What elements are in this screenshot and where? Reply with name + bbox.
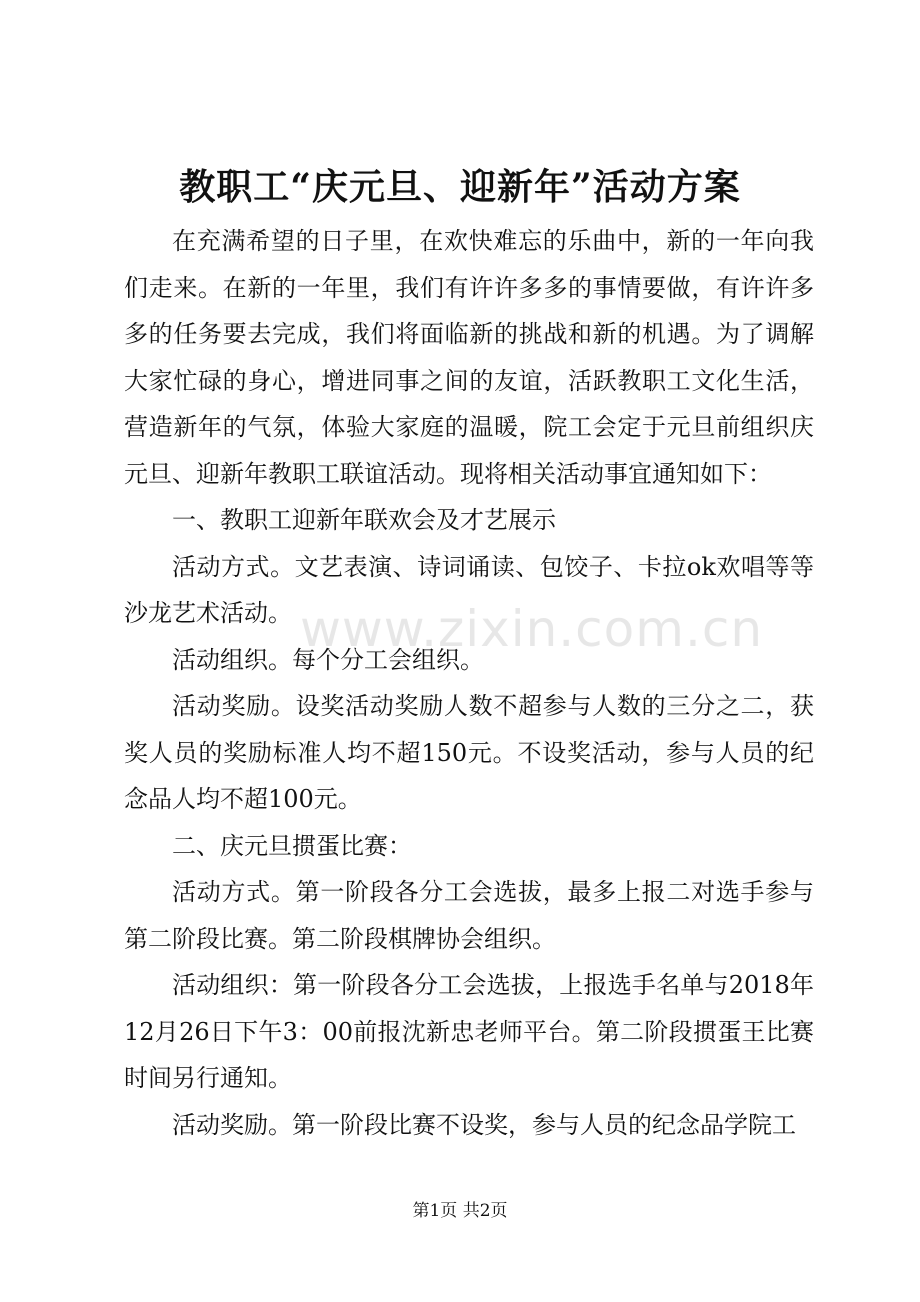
paragraph-organize-2: 活动组织：第一阶段各分工会选拔，上报选手名单与2018年12月26日下午3：00前报沈新忠老师平台。第二阶段掼蛋王比赛时间另行通知。 — [124, 971, 814, 1092]
paragraph-organize-1: 活动组织。每个分工会组织。 — [172, 645, 484, 674]
paragraph-reward-1: 活动奖励。设奖活动奖励人数不超参与人数的三分之二，获奖人员的奖励标准人均不超150元。不设奖活动，参与人员的纪念品人均不超100元。 — [124, 692, 814, 813]
page-footer: 第1页 共2页 — [412, 1201, 508, 1221]
section-heading-1: 一、教职工迎新年联欢会及才艺展示 — [172, 506, 556, 534]
paragraph-method-1: 活动方式。文艺表演、诗词诵读、包饺子、卡拉ok欢唱等等沙龙艺术活动。 — [124, 552, 814, 627]
paragraph-method-2: 活动方式。第一阶段各分工会选拔，最多上报二对选手参与第二阶段比赛。第二阶段棋牌协会组织。 — [124, 878, 814, 953]
paragraph-reward-2: 活动奖励。第一阶段比赛不设奖，参与人员的纪念品学院工 — [172, 1110, 796, 1139]
document-body — [124, 218, 814, 1148]
watermark: www.zixin.com.cn — [300, 600, 764, 658]
document-title: 教职工“庆元旦、迎新年”活动方案 — [179, 166, 741, 208]
section-heading-2: 二、庆元旦掼蛋比赛： — [172, 831, 412, 860]
paragraph-intro: 在充满希望的日子里，在欢快难忘的乐曲中，新的一年向我们走来。在新的一年里，我们有许许多多的事情要做，有许许多多的任务要去完成，我们将面临新的挑战和新的机遇。为了调解大家忙碌的身心，增进同事之间的友谊，活跃教职工文化生活，营造新年的气氛，体验大家庭的温暖，院工会定于元旦前组织庆元旦、迎新年教职工联谊活动。现将相关活动事宜通知如下： — [124, 227, 814, 488]
